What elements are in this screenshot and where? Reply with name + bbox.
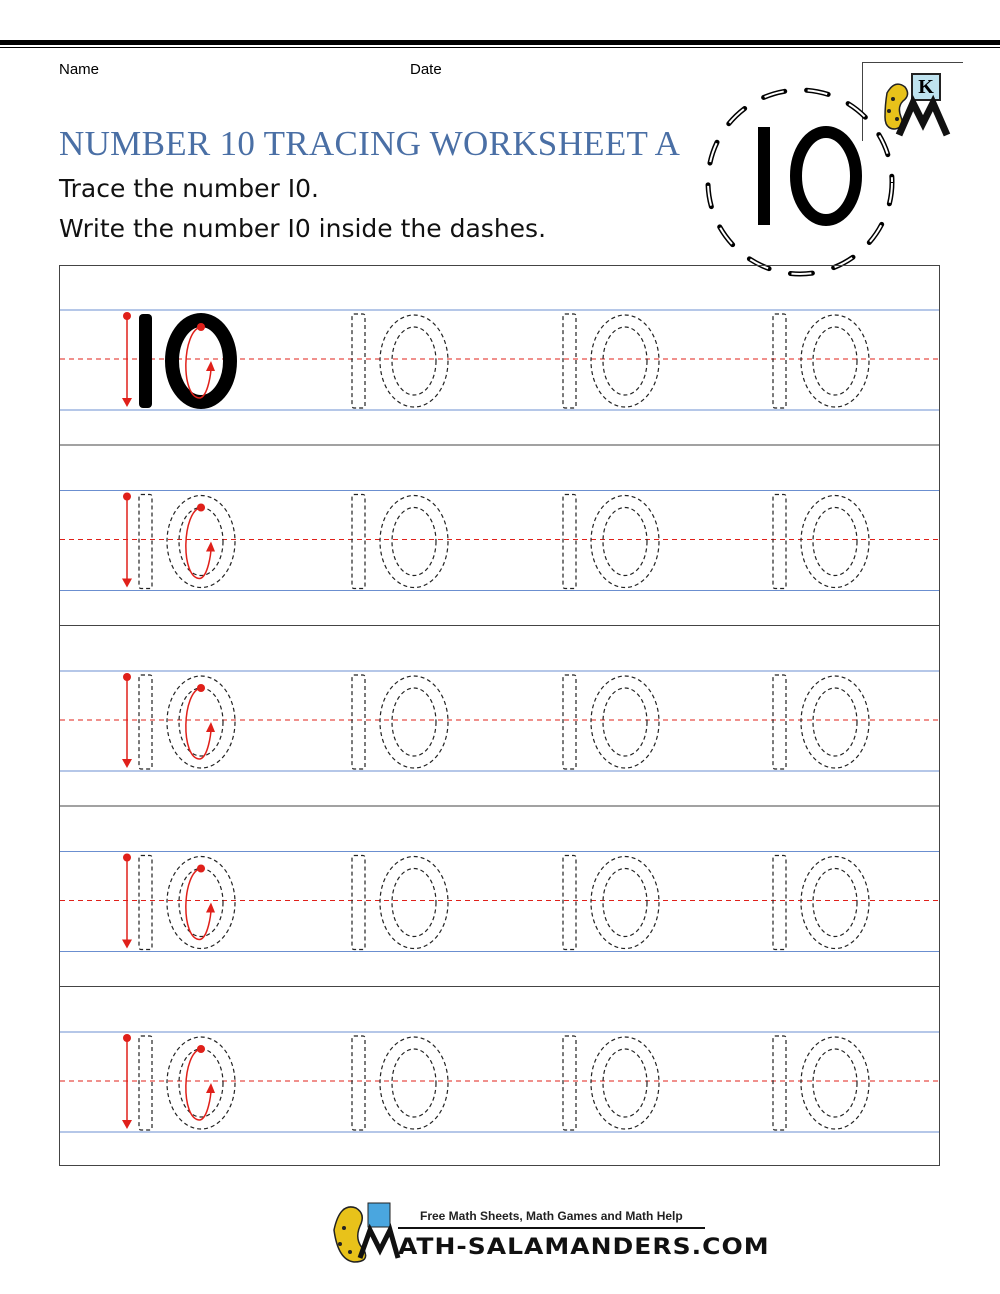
instruction-write: Write the number I0 inside the dashes. (59, 214, 547, 243)
grade-letter: K (911, 73, 941, 101)
footer-tagline[interactable]: Free Math Sheets, Math Games and Math Help (420, 1209, 683, 1223)
worksheet-title: NUMBER 10 TRACING WORKSHEET A (59, 124, 681, 163)
big-digit-one (758, 127, 770, 225)
footer-site-link[interactable]: ATH-SALAMANDERS.COM (398, 1233, 770, 1260)
big-digit-zero (796, 132, 856, 220)
name-label: Name (59, 61, 100, 78)
date-label: Date (410, 61, 442, 78)
instruction-trace: Trace the number I0. (59, 174, 319, 203)
big-number-badge (708, 90, 892, 274)
practice-area (59, 265, 940, 1166)
